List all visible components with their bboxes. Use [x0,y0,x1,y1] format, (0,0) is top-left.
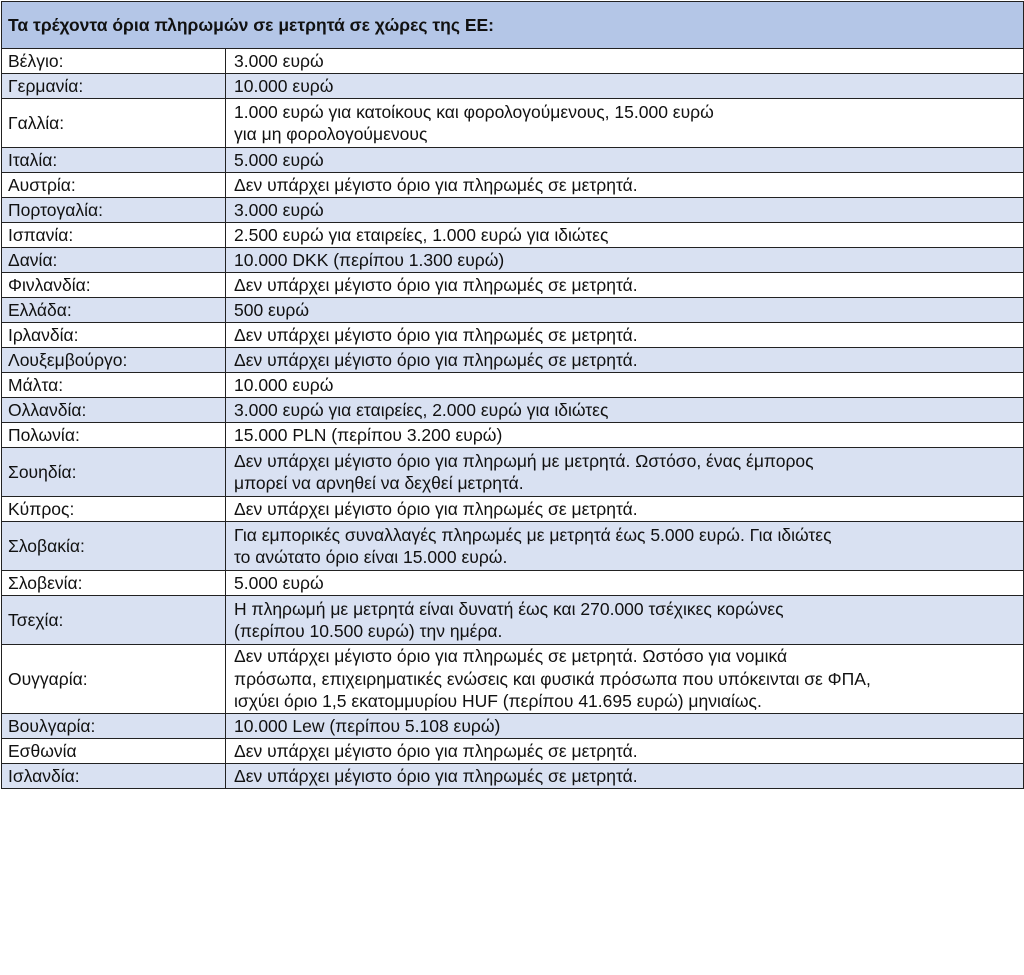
limit-line: 10.000 ευρώ [234,75,334,96]
table-row [2,645,1024,714]
limit-line: Δεν υπάρχει μέγιστο όριο για πληρωμές σε μετρητά. Ωστόσο για νομικά [234,646,788,667]
table-row [2,74,1024,99]
country-cell: Τσεχία: [2,596,226,645]
limit-line: για μη φορολογούμενους [234,124,428,144]
limit-cell [226,571,1024,596]
limit-line: το ανώτατο όριο είναι 15.000 ευρώ. [234,547,508,567]
country-cell: Σλοβακία: [2,522,226,571]
table-row [2,223,1024,248]
country-cell: Γαλλία: [2,99,226,148]
limit-cell [226,596,1024,645]
limit-line: Δεν υπάρχει μέγιστο όριο για πληρωμές σε μετρητά. [234,765,638,786]
country-cell: Ολλανδία: [2,398,226,423]
limit-cell [226,522,1024,571]
table-row [2,348,1024,373]
country-cell: Ιρλανδία: [2,323,226,348]
limit-line: ισχύει όριο 1,5 εκατομμυρίου HUF (περίπου 41.695 ευρώ) μηνιαίως. [234,691,762,712]
limit-cell [226,148,1024,173]
country-cell: Γερμανία: [2,74,226,99]
table-row [2,497,1024,522]
country-cell: Ιταλία: [2,148,226,173]
limit-cell [226,764,1024,789]
limit-line: 2.500 ευρώ για εταιρείες, 1.000 ευρώ για ιδιώτες [234,224,609,245]
limit-line: Δεν υπάρχει μέγιστο όριο για πληρωμές σε μετρητά. [234,740,638,761]
table-row [2,739,1024,764]
limit-cell [226,448,1024,497]
table-row [2,298,1024,323]
limit-line: 10.000 Lew (περίπου 5.108 ευρώ) [234,715,501,736]
table-row [2,522,1024,571]
limit-line: Η πληρωμή με μετρητά είναι δυνατή έως και 270.000 τσέχικες κορώνες [234,598,784,619]
limit-cell [226,348,1024,373]
table-body [2,2,1024,789]
limit-cell [226,99,1024,148]
limit-line: Δεν υπάρχει μέγιστο όριο για πληρωμές σε μετρητά. [234,498,638,519]
table-row [2,323,1024,348]
limit-cell [226,198,1024,223]
limit-line: Δεν υπάρχει μέγιστο όριο για πληρωμές σε μετρητά. [234,274,638,295]
limit-line: 1.000 ευρώ για κατοίκους και φορολογούμενους, 15.000 ευρώ [234,101,714,122]
table-row [2,148,1024,173]
limit-line: 3.000 ευρώ [234,50,324,71]
limit-line: Δεν υπάρχει μέγιστο όριο για πληρωμή με μετρητά. Ωστόσο, ένας έμπορος [234,450,814,471]
limit-line: Δεν υπάρχει μέγιστο όριο για πληρωμές σε μετρητά. [234,174,638,195]
limit-cell [226,497,1024,522]
limit-cell [226,373,1024,398]
limit-line: 5.000 ευρώ [234,572,324,593]
table-row [2,173,1024,198]
limit-cell [226,645,1024,714]
limit-cell [226,273,1024,298]
limit-cell [226,248,1024,273]
country-cell: Πολωνία: [2,423,226,448]
table-row [2,248,1024,273]
limit-line: μπορεί να αρνηθεί να δεχθεί μετρητά. [234,473,524,493]
table-row [2,273,1024,298]
country-cell: Ισπανία: [2,223,226,248]
limit-cell [226,49,1024,74]
limit-line: 10.000 ευρώ [234,374,334,395]
country-cell: Ισλανδία: [2,764,226,789]
table-row [2,448,1024,497]
table-row [2,423,1024,448]
limit-line: 3.000 ευρώ για εταιρείες, 2.000 ευρώ για ιδιώτες [234,399,609,420]
cash-limits-table [1,1,1024,789]
table-row [2,571,1024,596]
table-row [2,373,1024,398]
limit-line: Για εμπορικές συναλλαγές πληρωμές με μετρητά έως 5.000 ευρώ. Για ιδιώτες [234,524,832,545]
limit-cell [226,423,1024,448]
country-cell: Βουλγαρία: [2,714,226,739]
country-cell: Βέλγιο: [2,49,226,74]
country-cell: Μάλτα: [2,373,226,398]
limit-cell [226,714,1024,739]
limit-line: 3.000 ευρώ [234,199,324,220]
limit-cell [226,323,1024,348]
table-row [2,198,1024,223]
table-row [2,596,1024,645]
limit-cell [226,74,1024,99]
table-title: Τα τρέχοντα όρια πληρωμών σε μετρητά σε χώρες της ΕΕ: [2,2,1024,49]
limit-cell [226,298,1024,323]
limit-line: Δεν υπάρχει μέγιστο όριο για πληρωμές σε μετρητά. [234,349,638,370]
country-cell: Λουξεμβούργο: [2,348,226,373]
limit-line: 5.000 ευρώ [234,149,324,170]
table-row [2,99,1024,148]
limit-cell [226,223,1024,248]
limit-line: Δεν υπάρχει μέγιστο όριο για πληρωμές σε μετρητά. [234,324,638,345]
limit-cell [226,739,1024,764]
limit-line: 15.000 PLN (περίπου 3.200 ευρώ) [234,424,503,445]
limit-line: πρόσωπα, επιχειρηματικές ενώσεις και φυσικά πρόσωπα που υπόκεινται σε ΦΠΑ, [234,668,871,689]
limit-line: (περίπου 10.500 ευρώ) την ημέρα. [234,621,503,641]
limit-line: 500 ευρώ [234,299,310,320]
country-cell: Κύπρος: [2,497,226,522]
country-cell: Ουγγαρία: [2,645,226,714]
country-cell: Φινλανδία: [2,273,226,298]
limit-cell [226,398,1024,423]
country-cell: Σλοβενία: [2,571,226,596]
country-cell: Δανία: [2,248,226,273]
country-cell: Σουηδία: [2,448,226,497]
country-cell: Εσθωνία [2,739,226,764]
limit-line: 10.000 DKK (περίπου 1.300 ευρώ) [234,249,505,270]
table-header-row [2,2,1024,49]
table-row [2,49,1024,74]
limit-cell [226,173,1024,198]
country-cell: Ελλάδα: [2,298,226,323]
country-cell: Αυστρία: [2,173,226,198]
table-row [2,764,1024,789]
table-row [2,398,1024,423]
table-row [2,714,1024,739]
country-cell: Πορτογαλία: [2,198,226,223]
